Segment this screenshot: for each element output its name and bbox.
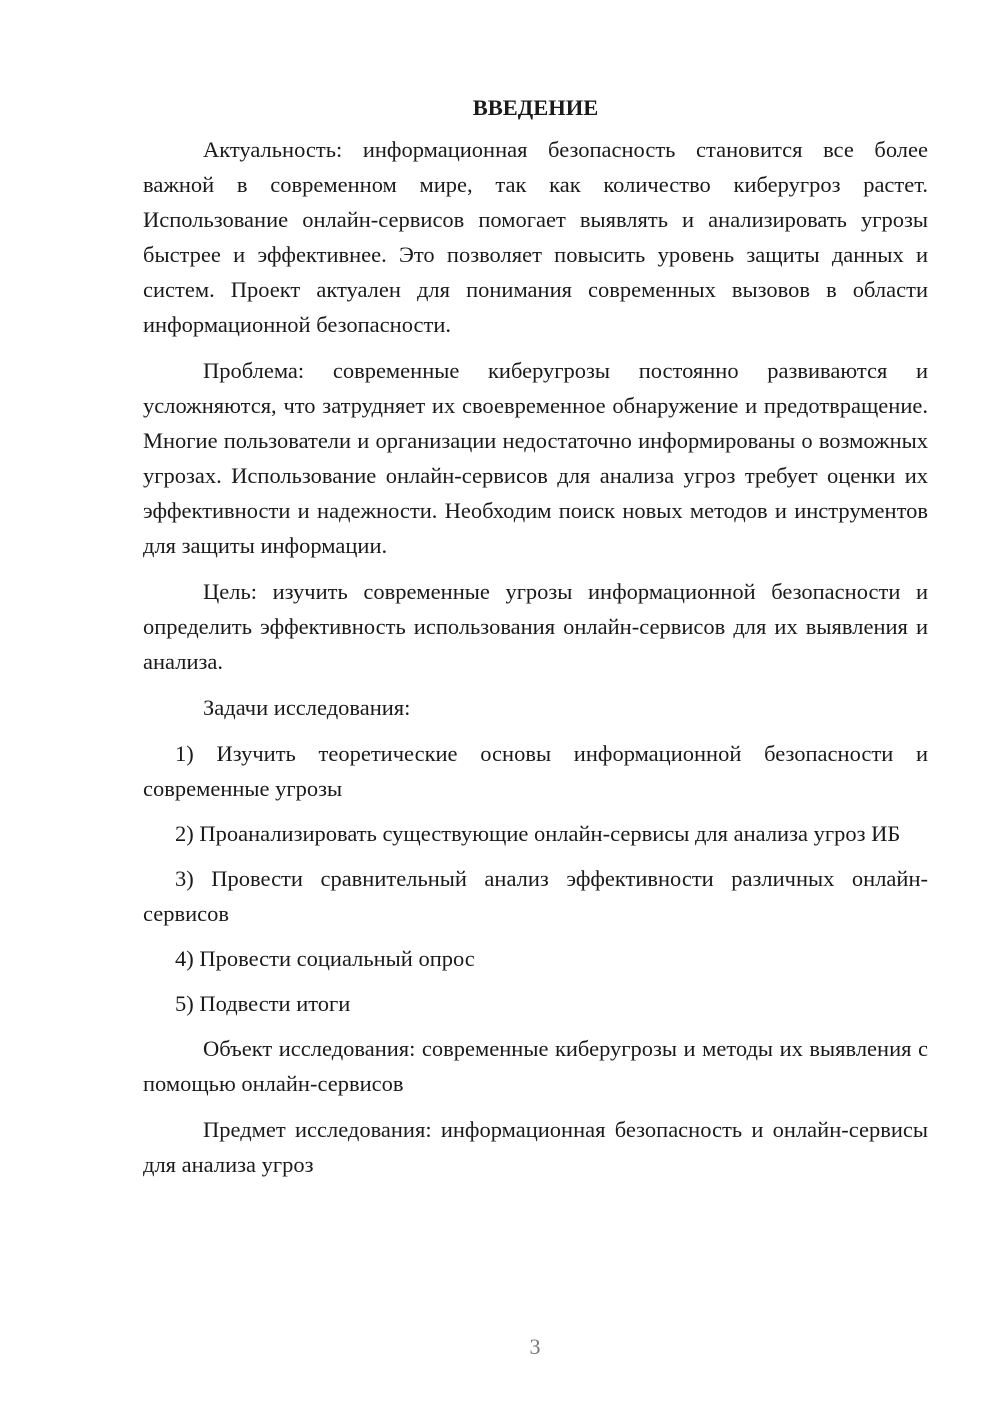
task-item-4: 4) Провести социальный опрос — [175, 946, 475, 971]
task-item-5: 5) Подвести итоги — [175, 991, 351, 1016]
object-paragraph: Объект исследования: современные киберугрозы и методы их выявления с помощью онлайн-сервисов — [143, 1036, 928, 1096]
problem-paragraph: Проблема: современные киберугрозы постоянно развиваются и усложняются, что затрудняет их своевременное обнаружение и предотвращение. Многие пользователи и организации недостаточно информированы о возможных угрозах. Использование онлайн-сервисов для анализа угроз требует оценки их эффективности и надежности. Необходим поиск новых методов и инструментов для защиты информации. — [143, 358, 928, 558]
subject-paragraph: Предмет исследования: информационная безопасность и онлайн-сервисы для анализа угроз — [143, 1117, 928, 1177]
page-number: 3 — [529, 1334, 541, 1359]
relevance-paragraph: Актуальность: информационная безопасность становится все более важной в современном мире, так как количество киберугроз растет. Использование онлайн-сервисов помогает выявлять и анализировать угрозы быстрее и эффективнее. Это позволяет повысить уровень защиты данных и систем. Проект актуален для понимания современных вызовов в области информационной безопасности. — [143, 137, 928, 337]
task-item-2: 2) Проанализировать существующие онлайн-сервисы для анализа угроз ИБ — [175, 821, 901, 846]
task-item-3: 3) Провести сравнительный анализ эффективности различных онлайн-сервисов — [143, 866, 928, 926]
goal-paragraph: Цель: изучить современные угрозы информационной безопасности и определить эффективность использования онлайн-сервисов для их выявления и анализа. — [143, 579, 928, 674]
section-heading: ВВЕДЕНИЕ — [472, 95, 599, 120]
tasks-heading: Задачи исследования: — [203, 695, 411, 720]
task-item-1: 1) Изучить теоретические основы информационной безопасности и современные угрозы — [143, 741, 928, 801]
document-page — [143, 88, 928, 1193]
